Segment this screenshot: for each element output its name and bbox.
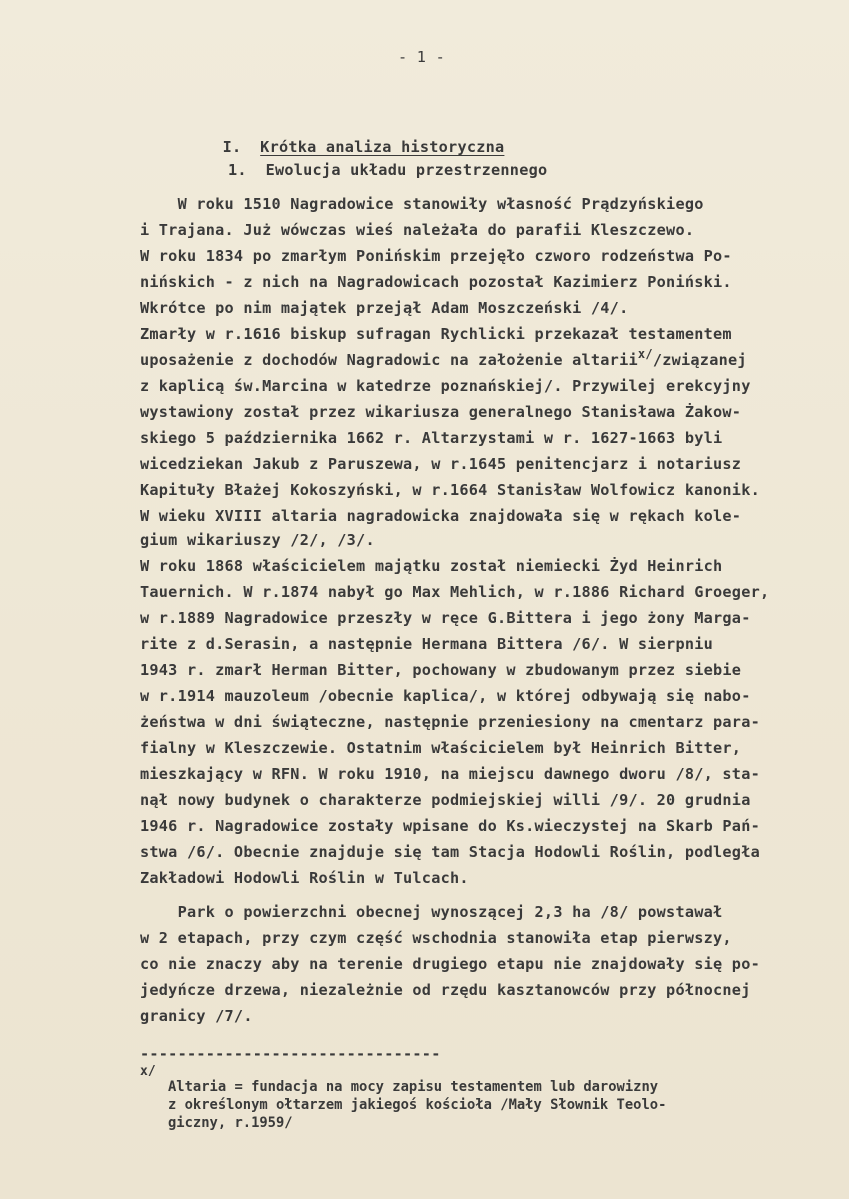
text-line: jedyńcze drzewa, niezależnie od rzędu kasztanowców przy północnej — [140, 981, 751, 999]
text-line: W roku 1868 właścicielem majątku został niemiecki Żyd Heinrich — [140, 557, 723, 575]
text-line: Zakładowi Hodowli Roślin w Tulcach. — [140, 869, 469, 887]
page-number: - 1 - — [398, 48, 445, 66]
text-line: fialny w Kleszczewie. Ostatnim właścicielem był Heinrich Bitter, — [140, 739, 742, 757]
text-line: nął nowy budynek o charakterze podmiejskiej willi /9/. 20 grudnia — [140, 791, 751, 809]
text-line: w 2 etapach, przy czym część wschodnia stanowiła etap pierwszy, — [140, 929, 732, 947]
text-line: rite z d.Serasin, a następnie Hermana Bittera /6/. W sierpniu — [140, 635, 714, 653]
text-line-part: /związanej — [652, 351, 747, 369]
text-line: Park o powierzchni obecnej wynoszącej 2,3 ha /8/ powstawał — [140, 903, 723, 921]
text-line: granicy /7/. — [140, 1007, 253, 1025]
footnote-separator: -------------------------------- — [140, 1045, 441, 1063]
text-line: W wieku XVIII altaria nagradowicka znajdowała się w rękach kole- — [140, 507, 742, 525]
text-line: stwa /6/. Obecnie znajduje się tam Stacja Hodowli Roślin, podległa — [140, 843, 760, 861]
text-line: 1946 r. Nagradowice zostały wpisane do Ks.wieczystej na Skarb Pań- — [140, 817, 760, 835]
section-title: Krótka analiza historyczna — [260, 138, 505, 156]
text-line: Zmarły w r.1616 biskup sufragan Rychlicki przekazał testamentem — [140, 325, 732, 343]
footnote-line: Altaria = fundacja na mocy zapisu testamentem lub darowizny — [168, 1079, 659, 1095]
text-line-part: uposażenie z dochodów Nagradowic na założenie altarii — [140, 351, 638, 369]
footnote-mark: x/ — [140, 1064, 156, 1079]
footnote-reference: x/ — [637, 347, 653, 361]
text-line: żeństwa w dni świąteczne, następnie przeniesiony na cmentarz para- — [140, 713, 760, 731]
footnote-line: giczny, r.1959/ — [168, 1115, 293, 1131]
text-line: gium wikariuszy /2/, /3/. — [140, 531, 375, 549]
text-line: Tauernich. W r.1874 nabył go Max Mehlich, w r.1886 Richard Groeger, — [140, 583, 770, 601]
text-line: z kaplicą św.Marcina w katedrze poznańskiej/. Przywilej erekcyjny — [140, 377, 751, 395]
text-line: nińskich - z nich na Nagradowicach pozostał Kazimierz Poniński. — [140, 273, 732, 291]
text-line: W roku 1834 po zmarłym Ponińskim przejęło czworo rodzeństwa Po- — [140, 247, 732, 265]
section-numeral: I. — [222, 138, 242, 156]
text-line: i Trajana. Już wówczas wieś należała do parafii Kleszczewo. — [140, 221, 695, 239]
text-line: co nie znaczy aby na terenie drugiego etapu nie znajdowały się po- — [140, 955, 760, 973]
text-line-with-footnote-mark — [140, 347, 747, 371]
text-line: W roku 1510 Nagradowice stanowiły własność Prądzyńskiego — [140, 195, 704, 213]
text-line: wicedziekan Jakub z Paruszewa, w r.1645 penitencjarz i notariusz — [140, 455, 742, 473]
text-line: Kapituły Błażej Kokoszyński, w r.1664 Stanisław Wolfowicz kanonik. — [140, 481, 760, 499]
text-line: w r.1889 Nagradowice przeszły w ręce G.Bittera i jego żony Marga- — [140, 609, 751, 627]
text-line: 1943 r. zmarł Herman Bitter, pochowany w zbudowanym przez siebie — [140, 661, 742, 679]
text-line: mieszkający w RFN. W roku 1910, na miejscu dawnego dworu /8/, sta- — [140, 765, 760, 783]
footnote-line: z określonym ołtarzem jakiegoś kościoła /Mały Słownik Teolo- — [168, 1097, 667, 1113]
subsection-heading: 1. Ewolucja układu przestrzennego — [228, 161, 548, 179]
text-line: w r.1914 mauzoleum /obecnie kaplica/, w której odbywają się nabo- — [140, 687, 751, 705]
text-line: Wkrótce po nim majątek przejął Adam Moszczeński /4/. — [140, 299, 629, 317]
text-line: skiego 5 października 1662 r. Altarzystami w r. 1627-1663 byli — [140, 429, 723, 447]
text-line: wystawiony został przez wikariusza generalnego Stanisława Żakow- — [140, 403, 742, 421]
